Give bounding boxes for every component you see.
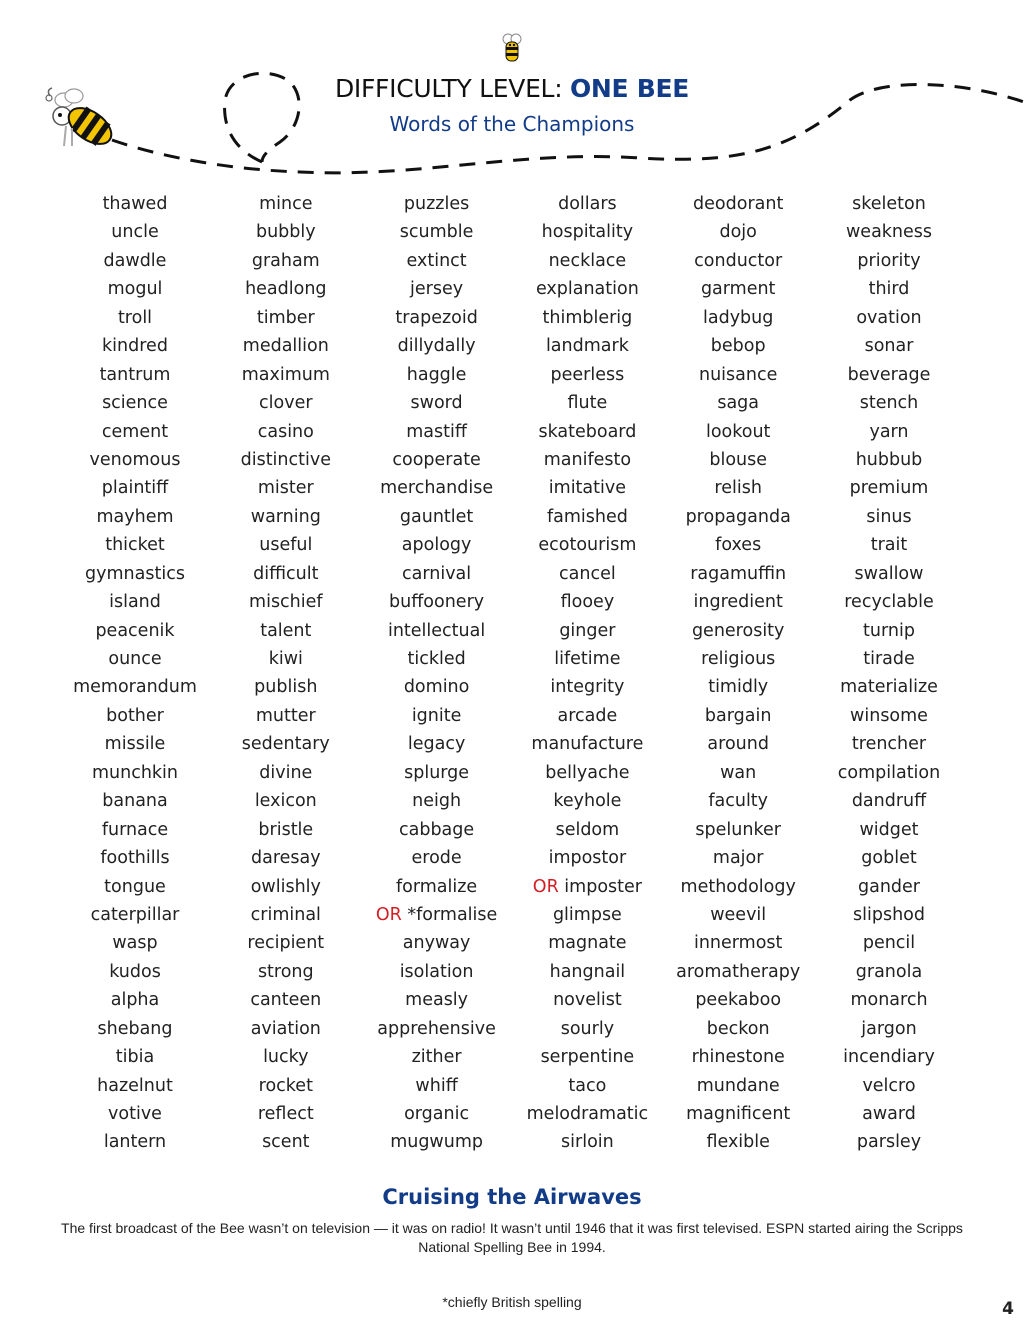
word-item: hubbub <box>855 449 923 470</box>
word-item: neigh <box>412 791 462 812</box>
word-item: cooperate <box>392 449 481 470</box>
word-column <box>512 190 662 1157</box>
word-item: bellyache <box>545 762 630 783</box>
word-item: integrity <box>550 677 625 698</box>
word-item: splurge <box>404 762 470 783</box>
word-item: tirade <box>863 649 915 669</box>
word-item: weakness <box>845 222 933 243</box>
word-item: ounce <box>108 649 162 669</box>
word-item: mugwump <box>390 1132 483 1153</box>
word-item: measly <box>405 990 469 1011</box>
word-item: daresay <box>250 848 321 869</box>
word-item: manifesto <box>543 449 632 470</box>
word-item: votive <box>108 1104 162 1124</box>
word-item: caterpillar <box>90 904 180 925</box>
word-item: talent <box>260 620 312 641</box>
word-item: impostor <box>548 848 627 869</box>
word-item: owlishly <box>250 876 321 897</box>
word-item: kudos <box>109 961 161 982</box>
word-item: wan <box>720 762 757 783</box>
word-column <box>663 190 813 1157</box>
word-item: aromatherapy <box>676 961 801 982</box>
word-item: keyhole <box>553 791 622 812</box>
word-item: thimblerig <box>542 307 633 328</box>
word-item: zither <box>411 1047 462 1068</box>
word-item: methodology <box>680 876 796 897</box>
word-item: taco <box>568 1075 607 1096</box>
word-item: blouse <box>709 449 768 470</box>
word-item: skateboard <box>538 421 637 442</box>
word-item: beverage <box>847 364 931 385</box>
word-item: missile <box>104 734 166 755</box>
word-item: formalize <box>395 876 478 897</box>
word-item: wasp <box>112 933 158 954</box>
word-item: lookout <box>705 421 771 442</box>
word-item: sonar <box>864 336 914 357</box>
word-item: incendiary <box>843 1047 935 1068</box>
word-item: yarn <box>869 421 909 442</box>
word-item: difficult <box>253 563 319 584</box>
word-item: kindred <box>102 336 168 357</box>
word-item: tongue <box>104 876 166 897</box>
word-item: reflect <box>257 1104 314 1124</box>
word-item: mince <box>259 194 313 214</box>
word-item: sword <box>410 393 463 414</box>
word-item: distinctive <box>240 449 331 470</box>
word-item: sirloin <box>561 1132 614 1153</box>
word-item: timber <box>256 307 315 328</box>
word-item: aviation <box>250 1018 321 1039</box>
word-item: merchandise <box>380 478 494 499</box>
word-item: science <box>102 393 168 414</box>
word-item: medallion <box>242 336 329 357</box>
word-item: puzzles <box>403 194 470 214</box>
word-item: landmark <box>545 336 629 357</box>
word-item: bubbly <box>255 222 316 243</box>
word-item: dandruff <box>851 791 927 812</box>
word-item: innermost <box>693 933 783 954</box>
word-item: famished <box>546 506 628 527</box>
word-item: monarch <box>850 990 928 1011</box>
word-item: mischief <box>249 592 323 613</box>
word-item: seldom <box>555 819 620 840</box>
word-item: flooey <box>560 592 615 613</box>
word-item: mastiff <box>406 421 467 442</box>
word-item: melodramatic <box>526 1104 649 1124</box>
word-item: canteen <box>250 990 322 1011</box>
word-item: banana <box>102 791 168 812</box>
word-item: apology <box>401 535 472 556</box>
word-item: premium <box>849 478 929 499</box>
word-item: plaintiff <box>101 478 169 499</box>
word-item: whiff <box>415 1075 458 1096</box>
word-item: mogul <box>107 279 163 300</box>
word-item: apprehensive <box>377 1018 496 1039</box>
word-item: around <box>707 734 769 755</box>
word-item: mutter <box>255 705 316 726</box>
word-item: bristle <box>258 819 314 840</box>
word-item: priority <box>857 250 921 271</box>
word-item: peekaboo <box>695 990 782 1011</box>
word-item: hazelnut <box>97 1075 173 1096</box>
word-item: clover <box>259 393 313 414</box>
word-item: casino <box>257 421 314 442</box>
word-item: arcade <box>557 705 618 726</box>
word-column <box>60 190 210 1157</box>
word-item: alpha <box>110 990 160 1011</box>
word-item: serpentine <box>540 1047 635 1068</box>
word-item: jargon <box>861 1018 917 1039</box>
word-item: divine <box>259 762 313 783</box>
word-item: kiwi <box>268 649 303 669</box>
word-item: skeleton <box>852 194 926 214</box>
word-item: granola <box>855 961 923 982</box>
word-item: pencil <box>862 933 916 954</box>
word-item: velcro <box>862 1075 916 1096</box>
word-item: rhinestone <box>691 1047 785 1068</box>
word-item: stench <box>859 393 919 414</box>
word-item: mundane <box>696 1075 780 1096</box>
word-item: gymnastics <box>85 563 185 584</box>
word-item: legacy <box>407 734 466 755</box>
word-column <box>211 190 361 1157</box>
word-item: ginger <box>559 620 616 641</box>
word-item: beckon <box>706 1018 770 1039</box>
word-item: trait <box>870 535 908 556</box>
word-item: gander <box>858 876 920 897</box>
word-item: spelunker <box>695 819 781 840</box>
word-item: sinus <box>866 506 912 527</box>
word-item: OR *formalise <box>375 904 498 925</box>
word-column <box>362 190 512 1157</box>
word-item: bebop <box>710 336 766 357</box>
word-item: gauntlet <box>399 506 474 527</box>
word-item: flexible <box>706 1132 770 1153</box>
word-item: deodorant <box>693 194 784 214</box>
alternate-spelling-marker: OR <box>375 904 402 925</box>
footnote: *chiefly British spelling <box>442 1294 582 1310</box>
word-item: carnival <box>402 563 472 584</box>
word-item: publish <box>254 677 318 698</box>
word-item: tantrum <box>99 364 171 385</box>
word-item: haggle <box>406 364 467 385</box>
word-item: OR imposter <box>532 876 642 897</box>
word-item: foxes <box>715 535 762 556</box>
word-item: glimpse <box>552 904 622 925</box>
word-item: trapezoid <box>395 307 478 328</box>
word-item: cabbage <box>399 819 475 840</box>
word-item: venomous <box>89 449 181 470</box>
word-item: shebang <box>97 1018 173 1039</box>
word-item: bargain <box>704 705 772 726</box>
word-item: recipient <box>247 933 325 954</box>
word-item: dillydally <box>397 336 476 357</box>
word-item: novelist <box>553 990 622 1011</box>
word-item: ecotourism <box>538 535 637 556</box>
word-item: mister <box>257 478 314 499</box>
page-subtitle: Words of the Champions <box>389 112 635 136</box>
word-item: goblet <box>861 848 917 869</box>
word-item: troll <box>117 307 153 328</box>
word-item: ovation <box>856 307 922 328</box>
word-item: domino <box>403 677 470 698</box>
word-item: lexicon <box>254 791 317 812</box>
word-item: peerless <box>550 364 625 385</box>
word-item: magnate <box>548 933 627 954</box>
word-item: conductor <box>694 250 783 271</box>
word-item: graham <box>251 250 320 271</box>
word-item: magnificent <box>686 1104 791 1124</box>
page-header <box>0 0 1024 190</box>
word-item: manufacture <box>531 734 644 755</box>
word-item: lucky <box>263 1047 309 1068</box>
word-item: erode <box>411 848 462 869</box>
word-item: relish <box>714 478 762 499</box>
word-item: ladybug <box>703 307 774 328</box>
word-item: slipshod <box>853 904 925 925</box>
word-item: saga <box>717 393 760 414</box>
word-item: turnip <box>863 620 915 641</box>
word-item: criminal <box>250 904 321 925</box>
word-item: imitative <box>548 478 626 499</box>
word-item: bother <box>106 705 164 726</box>
word-item: organic <box>404 1104 470 1124</box>
word-item: scent <box>262 1132 310 1153</box>
word-column <box>814 190 964 1157</box>
word-item: ingredient <box>693 592 783 613</box>
fact-text: The first broadcast of the Bee wasn’t on television — it was on radio! It wasn’t until 1946 that it was first televised. ESPN started airing the Scripps National Spelling Bee in 1994. <box>61 1220 963 1255</box>
word-item: rocket <box>258 1075 313 1096</box>
word-item: anyway <box>402 933 471 954</box>
word-item: cancel <box>559 563 616 584</box>
word-item: compilation <box>837 762 941 783</box>
word-item: sedentary <box>241 734 330 755</box>
word-item: hospitality <box>541 222 634 243</box>
word-item: ignite <box>411 705 462 726</box>
word-item: useful <box>259 535 313 556</box>
word-item: trencher <box>851 734 927 755</box>
word-item: extinct <box>406 250 467 271</box>
word-item: buffoonery <box>389 592 485 613</box>
word-item: munchkin <box>91 762 179 783</box>
fact-title: Cruising the Airwaves <box>382 1185 642 1209</box>
word-item: flute <box>567 393 608 414</box>
word-item: warning <box>250 506 321 527</box>
word-item: necklace <box>548 250 627 271</box>
word-item: headlong <box>245 279 327 300</box>
bee-icon <box>500 33 524 63</box>
word-item: thawed <box>102 194 168 214</box>
word-item: tickled <box>407 649 466 669</box>
word-item: winsome <box>850 705 928 726</box>
word-item: faculty <box>708 791 769 812</box>
word-item: furnace <box>101 819 169 840</box>
word-item: third <box>868 279 910 300</box>
word-item: dojo <box>719 222 757 243</box>
word-item: timidly <box>708 677 769 698</box>
word-item: propaganda <box>685 506 791 527</box>
word-item: hangnail <box>549 961 626 982</box>
word-item: peacenik <box>95 620 175 641</box>
word-item: strong <box>257 961 314 982</box>
word-item: tibia <box>115 1047 155 1068</box>
word-item: island <box>109 592 161 613</box>
word-item: jersey <box>410 279 464 300</box>
word-item: award <box>862 1104 916 1124</box>
word-item: foothills <box>100 848 170 869</box>
page-number: 4 <box>1002 1299 1014 1319</box>
title-prefix: DIFFICULTY LEVEL: <box>334 74 570 103</box>
word-item: intellectual <box>387 620 486 641</box>
word-item: religious <box>701 649 776 669</box>
word-item: memorandum <box>73 677 197 698</box>
word-item: explanation <box>535 279 639 300</box>
word-item: dawdle <box>103 250 167 271</box>
word-item: dollars <box>558 194 617 214</box>
word-item: scumble <box>399 222 474 243</box>
word-item: thicket <box>105 535 165 556</box>
word-item: cement <box>101 421 169 442</box>
word-item: maximum <box>241 364 330 385</box>
alternate-spelling-marker: OR <box>532 876 559 897</box>
word-item: weevil <box>710 904 767 925</box>
word-item: garment <box>700 279 776 300</box>
word-item: mayhem <box>96 506 174 527</box>
word-item: isolation <box>399 961 474 982</box>
difficulty-level: ONE BEE <box>569 74 690 103</box>
word-item: ragamuffin <box>690 563 787 584</box>
word-item: generosity <box>691 620 785 641</box>
word-item: major <box>712 848 764 869</box>
page-title <box>0 74 1024 103</box>
word-item: uncle <box>111 222 159 243</box>
word-item: swallow <box>854 563 924 584</box>
word-item: widget <box>859 819 919 840</box>
word-item: sourly <box>560 1018 615 1039</box>
word-item: recyclable <box>844 592 934 613</box>
word-item: nuisance <box>699 364 778 385</box>
word-item: parsley <box>856 1132 922 1153</box>
word-item: materialize <box>840 677 938 698</box>
word-item: lantern <box>103 1132 167 1153</box>
word-item: lifetime <box>554 649 621 669</box>
